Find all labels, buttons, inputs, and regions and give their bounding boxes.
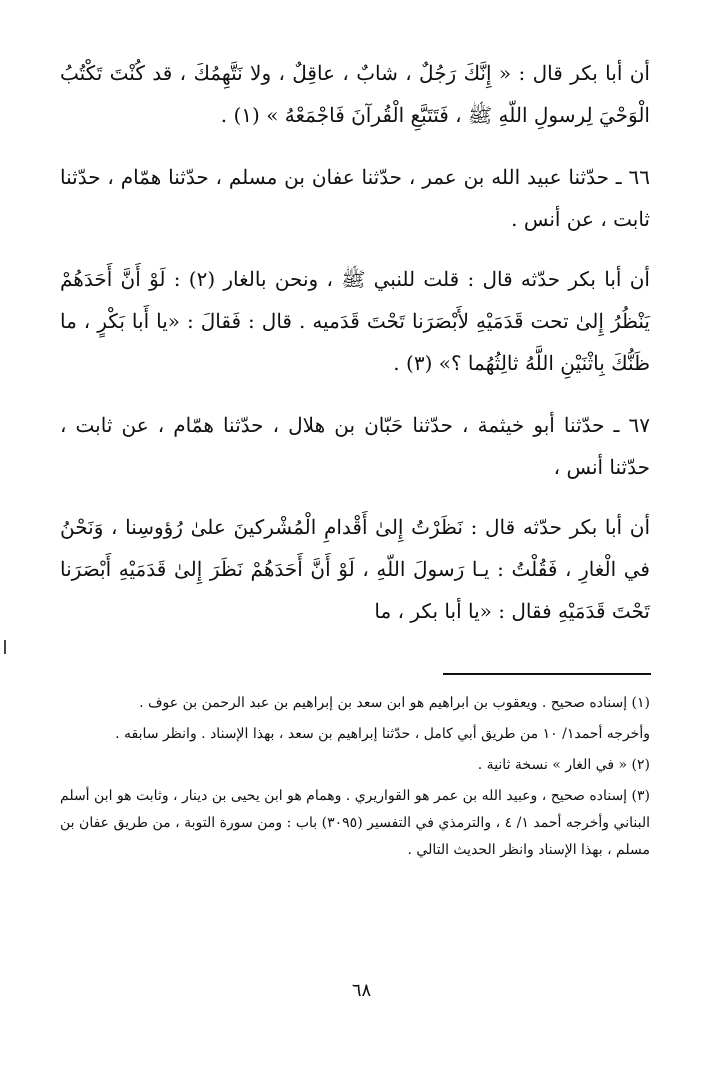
margin-mark [4,640,6,654]
footnote-3: (٣) إسناده صحيح ، وعبيد الله بن عمر هو القواريري . وهمام هو ابن يحيى بن دينار ، وثابت هو ابن أسلم البناني وأخرجه أحمد ١/ ٤ ، والترمذي في التفسير (٣٠٩٥) باب : ومن سورة التوبة ، من طريق عفان بن مسلم ، بهذا الإسناد وانظر الحديث التالي . [60,788,650,858]
hadith-66-isnad: ٦٦ ـ حدّثنا عبيد الله بن عمر ، حدّثنا عفان بن مسلم ، حدّثنا همّام ، حدّثنا ثابت ، عن أنس . [60,165,650,231]
hadith-67-isnad: ٦٧ ـ حدّثنا أبو خيثمة ، حدّثنا حَبّان بن هلال ، حدّثنا همّام ، عن ثابت ، حدّثنا أنس ، [60,413,650,479]
paragraph-abu-bakr-quran: أن أبا بكر قال : « إِنَّكَ رَجُلٌ ، شابٌ ، عاقِلٌ ، ولا نَتَّهِمُكَ ، قد كُنْتَ تَكْتُبُ الْوَحْيَ لِرسولِ اللّهِ ﷺ ، فَتَتَبَّعِ الْقُرآنَ فَاجْمَعْهُ » (١) . [60,61,650,127]
footnote-1: (١) إسناده صحيح . ويعقوب بن ابراهيم هو ابن سعد بن إبراهيم بن عبد الرحمن بن عوف . [139,695,650,711]
paragraph-cave-2: أن أبا بكر حدّثه قال : نَظَرْتُ إِلىٰ أَقْدامِ الْمُشْركينَ علىٰ رُؤوسِنا ، وَنَحْنُ في الْغارِ ، فَقُلْتُ : يـا رَسولَ اللّهِ ، لَوْ أَنَّ أَحَدَهُمْ نَظَرَ إِلىٰ قَدَمَيْهِ أَبْصَرَنا تَحْتَ قَدَمَيْهِ فقال : «يا أبا بكر ، ما [60,515,650,623]
paragraph-cave-1: أن أبا بكر حدّثه قال : قلت للنبي ﷺ ، ونحن بالغار (٢) : لَوْ أَنَّ أَحَدَهُمْ يَنْظُرُ إِلىٰ تحت قَدَمَيْهِ لأَبْصَرَنا تَحْتَ قَدَميه . قال : فَقالَ : «يا أَبا بَكْرٍ ، ما ظَنُّكَ بِاثْنَيْنِ اللَّهُ ثالِثُهُما ؟» (٣) . [60,267,650,375]
footnote-1-continuation: وأخرجه أحمد١/ ١٠ من طريق أبي كامل ، حدّثنا إبراهيم بن سعد ، بهذا الإسناد . وانظر سابقه . [115,726,650,742]
page-number: ٦٨ [351,980,372,1001]
footnotes [60,690,650,868]
main-text [60,52,650,652]
footnote-divider [443,673,651,675]
footnote-2: (٢) « في الغار » نسخة ثانية . [477,757,650,773]
